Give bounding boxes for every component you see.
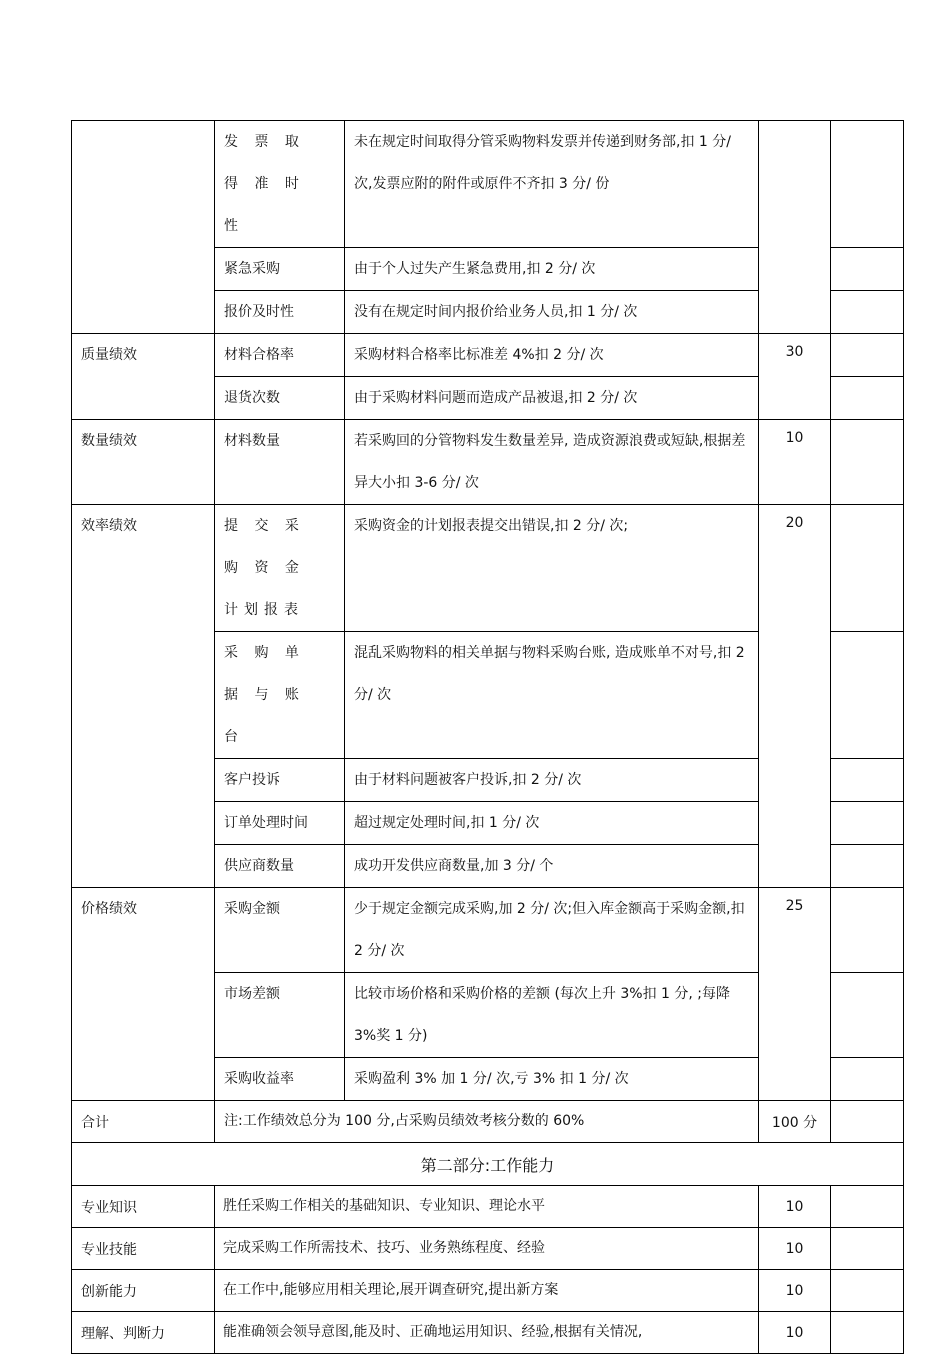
score-cell: 20 [759, 505, 831, 888]
desc-cell: 没有在规定时间内报价给业务人员,扣 1 分/ 次 [345, 291, 759, 334]
desc-cell: 成功开发供应商数量,加 3 分/ 个 [345, 845, 759, 888]
ability-category: 专业知识 [72, 1186, 215, 1228]
score-cell: 10 [759, 420, 831, 505]
desc-cell: 由于采购材料问题而造成产品被退,扣 2 分/ 次 [345, 377, 759, 420]
category-cell: 数量绩效 [72, 420, 215, 505]
item-cell: 市场差额 [215, 973, 345, 1058]
ability-category: 专业技能 [72, 1228, 215, 1270]
remark-cell [831, 1270, 904, 1312]
ability-score: 10 [759, 1270, 831, 1312]
score-cell [759, 121, 831, 334]
ability-desc: 在工作中,能够应用相关理论,展开调查研究,提出新方案 [215, 1270, 759, 1312]
category-cell [72, 121, 215, 334]
evaluation-table [71, 120, 904, 1354]
desc-cell: 由于个人过失产生紧急费用,扣 2 分/ 次 [345, 248, 759, 291]
total-score: 100 分 [759, 1101, 831, 1143]
ability-desc: 完成采购工作所需技术、技巧、业务熟练程度、经验 [215, 1228, 759, 1270]
remark-cell [831, 888, 904, 973]
total-label: 合计 [72, 1101, 215, 1143]
category-cell: 效率绩效 [72, 505, 215, 888]
desc-cell: 混乱采购物料的相关单据与物料采购台账, 造成账单不对号,扣 2 分/ 次 [345, 632, 759, 759]
total-note: 注:工作绩效总分为 100 分,占采购员绩效考核分数的 60% [215, 1101, 759, 1143]
remark-cell [831, 759, 904, 802]
remark-cell [831, 1186, 904, 1228]
remark-cell [831, 248, 904, 291]
remark-cell [831, 291, 904, 334]
ability-desc: 能准确领会领导意图,能及时、正确地运用知识、经验,根据有关情况, [215, 1312, 759, 1354]
remark-cell [831, 802, 904, 845]
remark-cell [831, 121, 904, 248]
desc-cell: 采购材料合格率比标准差 4%扣 2 分/ 次 [345, 334, 759, 377]
remark-cell [831, 973, 904, 1058]
item-cell: 采购金额 [215, 888, 345, 973]
desc-cell: 采购资金的计划报表提交出错误,扣 2 分/ 次; [345, 505, 759, 632]
remark-cell [831, 1312, 904, 1354]
item-cell: 材料合格率 [215, 334, 345, 377]
score-cell: 25 [759, 888, 831, 1101]
desc-cell: 未在规定时间取得分管采购物料发票并传递到财务部,扣 1 分/ 次,发票应附的附件或原件不齐扣 3 分/ 份 [345, 121, 759, 248]
item-cell: 提 交 采 购 资 金 计划报表 [215, 505, 345, 632]
section-title: 第二部分:工作能力 [72, 1143, 904, 1186]
ability-score: 10 [759, 1186, 831, 1228]
remark-cell [831, 334, 904, 377]
remark-cell [831, 377, 904, 420]
ability-score: 10 [759, 1228, 831, 1270]
desc-cell: 由于材料问题被客户投诉,扣 2 分/ 次 [345, 759, 759, 802]
item-cell: 采购收益率 [215, 1058, 345, 1101]
item-cell: 客户投诉 [215, 759, 345, 802]
remark-cell [831, 845, 904, 888]
ability-category: 理解、判断力 [72, 1312, 215, 1354]
remark-cell [831, 1101, 904, 1143]
item-cell: 订单处理时间 [215, 802, 345, 845]
item-cell: 发 票 取 得 准 时 性 [215, 121, 345, 248]
remark-cell [831, 420, 904, 505]
category-cell: 价格绩效 [72, 888, 215, 1101]
desc-cell: 采购盈利 3% 加 1 分/ 次,亏 3% 扣 1 分/ 次 [345, 1058, 759, 1101]
desc-cell: 少于规定金额完成采购,加 2 分/ 次;但入库金额高于采购金额,扣 2 分/ 次 [345, 888, 759, 973]
item-cell: 退货次数 [215, 377, 345, 420]
ability-category: 创新能力 [72, 1270, 215, 1312]
remark-cell [831, 1228, 904, 1270]
item-cell: 报价及时性 [215, 291, 345, 334]
score-cell: 30 [759, 334, 831, 420]
remark-cell [831, 1058, 904, 1101]
ability-desc: 胜任采购工作相关的基础知识、专业知识、理论水平 [215, 1186, 759, 1228]
desc-cell: 超过规定处理时间,扣 1 分/ 次 [345, 802, 759, 845]
item-cell: 材料数量 [215, 420, 345, 505]
desc-cell: 若采购回的分管物料发生数量差异, 造成资源浪费或短缺,根据差异大小扣 3-6 分/ 次 [345, 420, 759, 505]
item-cell: 采 购 单 据 与 账 台 [215, 632, 345, 759]
category-cell: 质量绩效 [72, 334, 215, 420]
item-cell: 供应商数量 [215, 845, 345, 888]
item-cell: 紧急采购 [215, 248, 345, 291]
remark-cell [831, 632, 904, 759]
ability-score: 10 [759, 1312, 831, 1354]
remark-cell [831, 505, 904, 632]
desc-cell: 比较市场价格和采购价格的差额 (每次上升 3%扣 1 分, ;每降 3%奖 1 分) [345, 973, 759, 1058]
